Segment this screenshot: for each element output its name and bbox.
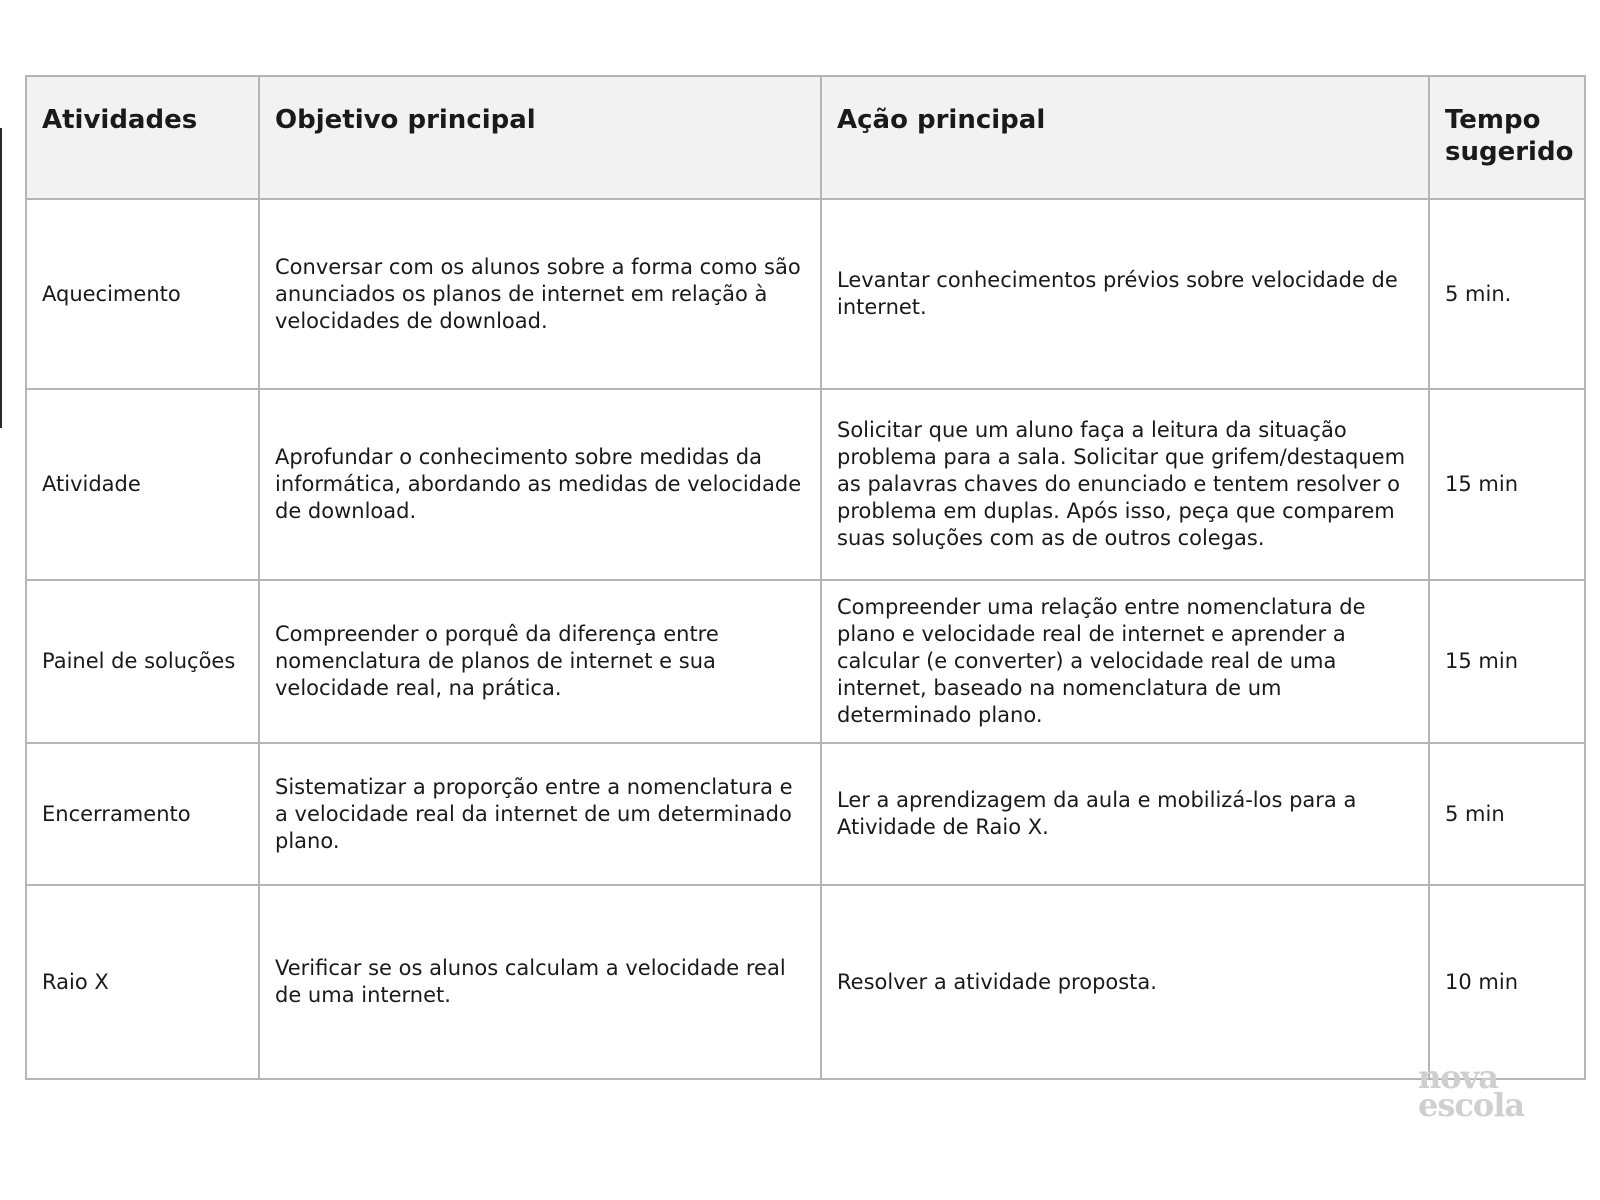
cell-objetivo: Verificar se os alunos calculam a velocidade real de uma internet. [259,885,821,1079]
cell-tempo: 15 min [1429,580,1585,743]
cell-objetivo: Compreender o porquê da diferença entre nomenclatura de planos de internet e sua velocidade real, na prática. [259,580,821,743]
cell-atividade: Raio X [26,885,259,1079]
table-row [26,199,1585,389]
cell-acao: Compreender uma relação entre nomenclatura de plano e velocidade real de internet e aprender a calcular (e converter) a velocidade real de uma internet, baseado na nomenclatura de um determinado plano. [821,580,1429,743]
cell-acao: Ler a aprendizagem da aula e mobilizá-los para a Atividade de Raio X. [821,743,1429,885]
logo-line-escola: escola [1418,1086,1525,1124]
header-tempo-sugerido: Tempo sugerido [1429,76,1585,199]
logo-line-nova: nova [1418,1058,1498,1096]
cell-atividade: Atividade [26,389,259,580]
header-row [26,76,1585,199]
header-atividades: Atividades [26,76,259,199]
cell-acao: Resolver a atividade proposta. [821,885,1429,1079]
cell-objetivo: Conversar com os alunos sobre a forma como são anunciados os planos de internet em relação à velocidades de download. [259,199,821,389]
cell-tempo: 10 min [1429,885,1585,1079]
header-acao-principal: Ação principal [821,76,1429,199]
table-row [26,743,1585,885]
cell-tempo: 5 min [1429,743,1585,885]
cell-tempo: 5 min. [1429,199,1585,389]
cell-objetivo: Aprofundar o conhecimento sobre medidas da informática, abordando as medidas de velocidade de download. [259,389,821,580]
cell-tempo: 15 min [1429,389,1585,580]
cell-objetivo: Sistematizar a proporção entre a nomenclatura e a velocidade real da internet de um determinado plano. [259,743,821,885]
table-row [26,580,1585,743]
left-margin-rule [0,128,2,428]
cell-atividade: Encerramento [26,743,259,885]
table-row [26,389,1585,580]
nova-escola-logo [1418,1058,1525,1124]
cell-acao: Levantar conhecimentos prévios sobre velocidade de internet. [821,199,1429,389]
lesson-plan-table [25,75,1586,1080]
table-row [26,885,1585,1079]
cell-atividade: Aquecimento [26,199,259,389]
cell-acao: Solicitar que um aluno faça a leitura da situação problema para a sala. Solicitar que grifem/destaquem as palavras chaves do enunciado e tentem resolver o problema em duplas. Após isso, peça que comparem suas soluções com as de outros colegas. [821,389,1429,580]
cell-atividade: Painel de soluções [26,580,259,743]
header-objetivo-principal: Objetivo principal [259,76,821,199]
